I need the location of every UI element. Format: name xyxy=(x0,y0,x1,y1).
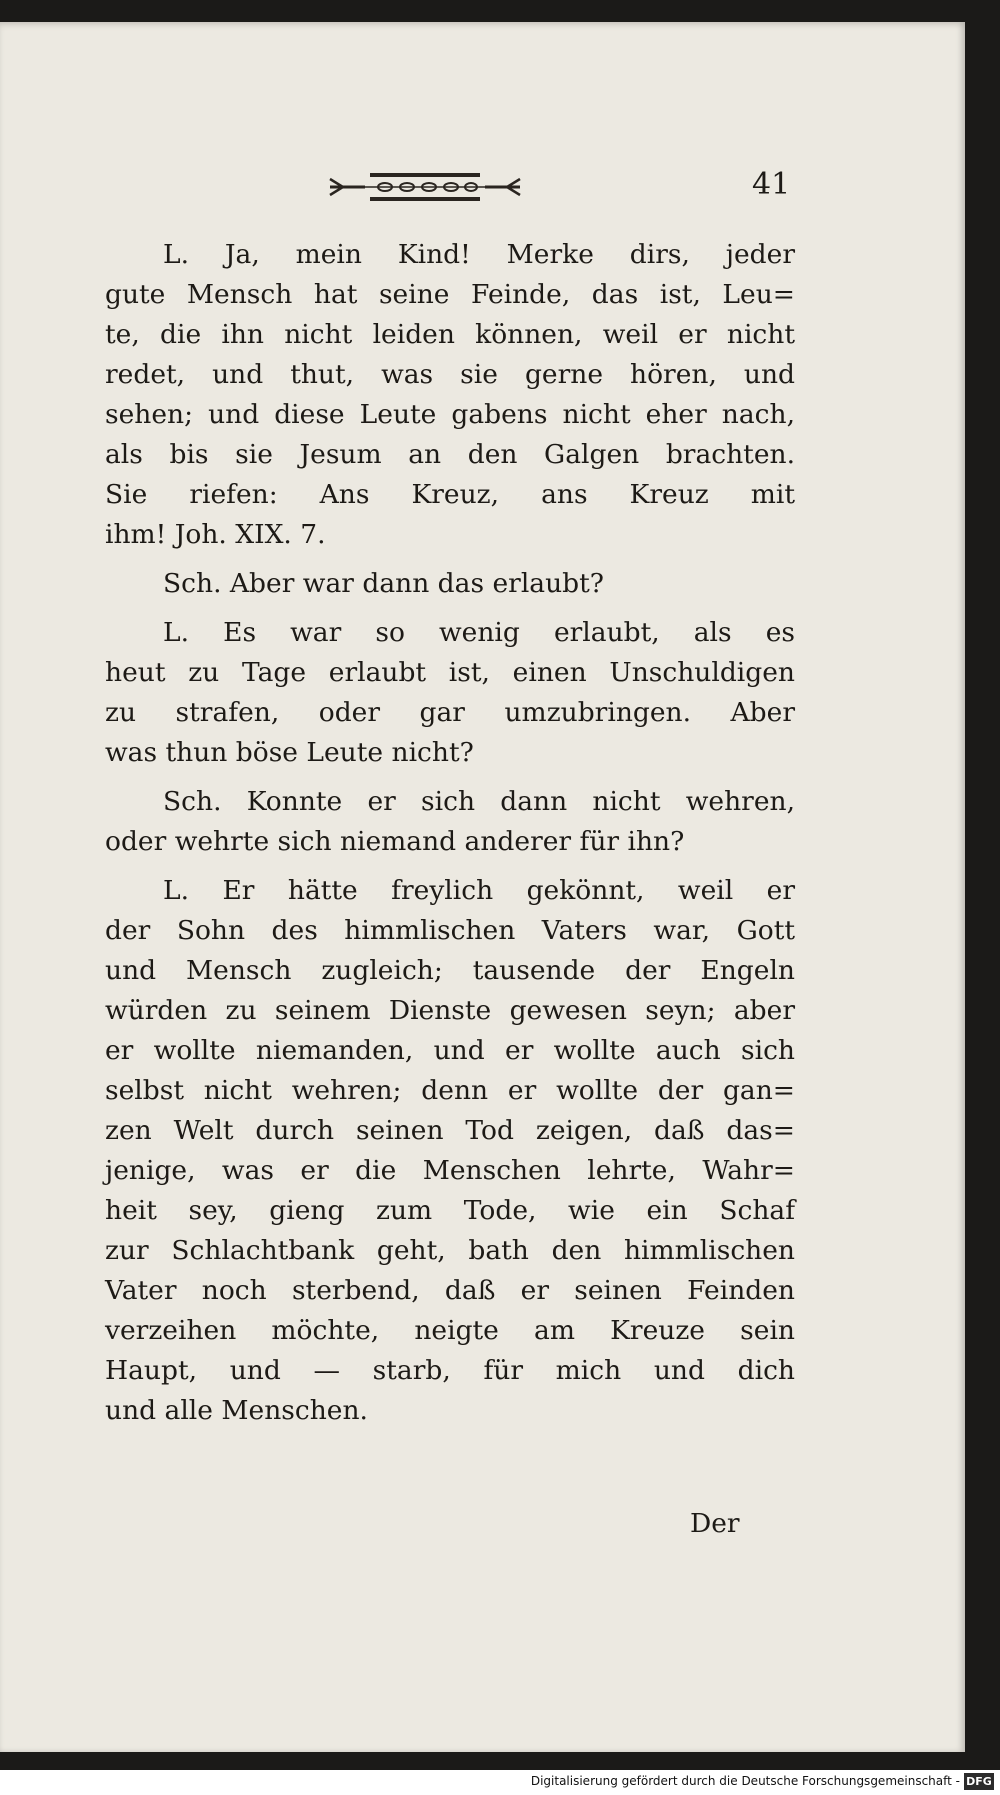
paragraph xyxy=(105,564,795,604)
paragraph xyxy=(105,782,795,862)
text-line: zen Welt durch seinen Tod zeigen, daß das= xyxy=(105,1115,795,1146)
text-line: Sch. Aber war dann das erlaubt? xyxy=(163,568,604,599)
text-line: was thun böse Leute nicht? xyxy=(105,737,474,768)
text-line: als bis sie Jesum an den Galgen brachten. xyxy=(105,439,795,470)
text-line: Sch. Konnte er sich dann nicht wehren, xyxy=(163,786,795,817)
paragraph xyxy=(105,871,795,1431)
page-header xyxy=(0,167,965,217)
text-line: sehen; und diese Leute gabens nicht eher nach, xyxy=(105,399,795,430)
text-line: redet, und thut, was sie gerne hören, und xyxy=(105,359,795,390)
text-line: der Sohn des himmlischen Vaters war, Gott xyxy=(105,915,795,946)
text-line: L. Er hätte freylich gekönnt, weil er xyxy=(163,875,795,906)
text-line: gute Mensch hat seine Feinde, das ist, Leu= xyxy=(105,279,795,310)
text-line: zu strafen, oder gar umzubringen. Aber xyxy=(105,697,795,728)
paragraph xyxy=(105,613,795,773)
text-line: und Mensch zugleich; tausende der Engeln xyxy=(105,955,795,986)
text-line: Sie riefen: Ans Kreuz, ans Kreuz mit xyxy=(105,479,795,510)
page-number: 41 xyxy=(752,167,791,202)
text-line: und alle Menschen. xyxy=(105,1395,368,1426)
text-line: verzeihen möchte, neigte am Kreuze sein xyxy=(105,1315,795,1346)
decorative-rule-ornament-icon xyxy=(325,169,525,205)
text-line: er wollte niemanden, und er wollte auch sich xyxy=(105,1035,795,1066)
text-line: würden zu seinem Dienste gewesen seyn; aber xyxy=(105,995,795,1026)
dfg-logo-icon: DFG xyxy=(964,1773,994,1790)
text-line: jenige, was er die Menschen lehrte, Wahr= xyxy=(105,1155,795,1186)
body-text xyxy=(105,235,795,1431)
text-line: ihm! Joh. XIX. 7. xyxy=(105,519,326,550)
text-line: oder wehrte sich niemand anderer für ihn? xyxy=(105,826,685,857)
text-line: L. Ja, mein Kind! Merke dirs, jeder xyxy=(163,239,795,270)
text-line: L. Es war so wenig erlaubt, als es xyxy=(163,617,795,648)
text-line: zur Schlachtbank geht, bath den himmlischen xyxy=(105,1235,795,1266)
catchword: Der xyxy=(690,1508,740,1539)
funding-credit: Digitalisierung gefördert durch die Deutsche Forschungsgemeinschaft - xyxy=(530,1774,960,1788)
text-line: Vater noch sterbend, daß er seinen Feinden xyxy=(105,1275,795,1306)
text-line: heut zu Tage erlaubt ist, einen Unschuldigen xyxy=(105,657,795,688)
paragraph xyxy=(105,235,795,555)
book-page xyxy=(0,22,965,1752)
text-line: Haupt, und — starb, für mich und dich xyxy=(105,1355,795,1386)
text-line: heit sey, gieng zum Tode, wie ein Schaf xyxy=(105,1195,795,1226)
digitization-footer xyxy=(0,1770,1000,1795)
text-line: te, die ihn nicht leiden können, weil er nicht xyxy=(105,319,795,350)
text-line: selbst nicht wehren; denn er wollte der gan= xyxy=(105,1075,795,1106)
